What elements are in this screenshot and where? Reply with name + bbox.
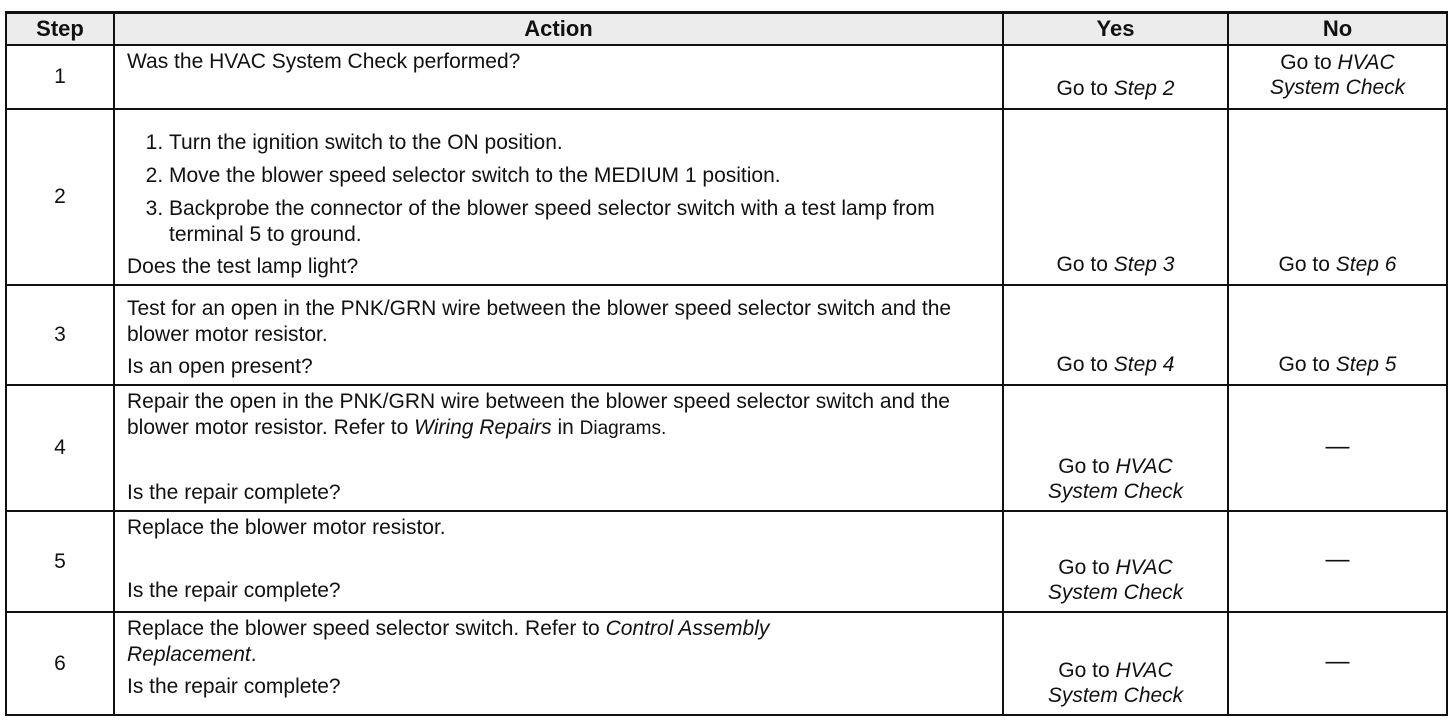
no-cell: [1228, 385, 1447, 511]
table-row-step-1: [6, 45, 1447, 109]
step-number: 3: [6, 285, 114, 385]
yes-step-link[interactable]: Step 2: [1113, 77, 1175, 100]
header-step: Step: [6, 13, 114, 46]
action-text: [127, 616, 992, 668]
yes-prefix: Go to: [1056, 253, 1114, 276]
header-no: No: [1228, 13, 1447, 46]
header-action: Action: [114, 13, 1003, 46]
control-assembly-link[interactable]: Control Assembly: [605, 617, 770, 640]
action-cell: [114, 612, 1003, 715]
table-row-step-2: [6, 109, 1447, 285]
step-number: 5: [6, 511, 114, 612]
yes-hvac-link[interactable]: HVAC: [1115, 455, 1173, 478]
diagnostic-table: [5, 11, 1448, 716]
wiring-repairs-link[interactable]: Wiring Repairs: [414, 416, 552, 439]
no-hvac-link[interactable]: HVAC: [1337, 51, 1395, 74]
no-prefix: Go to: [1278, 353, 1336, 376]
action-cell: [114, 511, 1003, 612]
no-step-link[interactable]: Step 6: [1335, 253, 1397, 276]
no-cell: [1228, 612, 1447, 715]
no-system-check-link[interactable]: System Check: [1269, 76, 1406, 99]
yes-cell: [1003, 45, 1228, 109]
no-dash: —: [1325, 546, 1350, 573]
table-row-step-3: [6, 285, 1447, 385]
action-text: Test for an open in the PNK/GRN wire between the blower speed selector switch and the blower motor resistor.: [127, 297, 952, 346]
table-header-row: [6, 13, 1447, 46]
yes-prefix: Go to: [1056, 353, 1114, 376]
question-text: Is the repair complete?: [127, 481, 341, 504]
yes-cell: [1003, 385, 1228, 511]
yes-cell: [1003, 109, 1228, 285]
no-cell: [1228, 511, 1447, 612]
no-prefix: Go to: [1278, 253, 1336, 276]
action-text-part: Repair the open in the PNK/GRN wire between the blower speed selector switch and the blower motor resistor. Refer to: [127, 390, 950, 439]
action-text-part: .: [250, 643, 257, 666]
yes-system-check-link[interactable]: System Check: [1047, 480, 1184, 503]
table-row-step-4: [6, 385, 1447, 511]
step-number: 6: [6, 612, 114, 715]
question-text: Is an open present?: [127, 355, 313, 378]
table-row-step-6: [6, 612, 1447, 715]
yes-cell: [1003, 285, 1228, 385]
action-text: [127, 389, 992, 442]
action-cell: [114, 285, 1003, 385]
yes-step-link[interactable]: Step 3: [1113, 253, 1175, 276]
substep-item: 3. Backprobe the connector of the blower speed selector switch with a test lamp from terminal 5 to ground.: [169, 196, 992, 248]
no-cell: [1228, 45, 1447, 109]
yes-hvac-link[interactable]: HVAC: [1115, 659, 1173, 682]
yes-hvac-link[interactable]: HVAC: [1115, 556, 1173, 579]
question-text: Is the repair complete?: [127, 675, 341, 698]
diagrams-text: Diagrams.: [579, 418, 667, 439]
step-number: 1: [6, 45, 114, 109]
no-dash: —: [1325, 432, 1350, 460]
substep-list: [127, 130, 992, 248]
action-text-part: in: [551, 416, 580, 439]
action-cell: [114, 45, 1003, 109]
action-cell: [114, 109, 1003, 285]
yes-step-link[interactable]: Step 4: [1113, 353, 1175, 376]
yes-cell: [1003, 612, 1228, 715]
yes-system-check-link[interactable]: System Check: [1047, 684, 1184, 707]
no-cell: [1228, 109, 1447, 285]
substep-item: 2. Move the blower speed selector switch to the MEDIUM 1 position.: [169, 163, 992, 189]
question-text: Is the repair complete?: [127, 579, 341, 602]
yes-cell: [1003, 511, 1228, 612]
no-dash: —: [1325, 648, 1350, 675]
action-text: Was the HVAC System Check performed?: [127, 50, 521, 73]
yes-system-check-link[interactable]: System Check: [1047, 581, 1184, 604]
action-text: Replace the blower motor resistor.: [127, 516, 446, 539]
no-prefix: Go to: [1280, 51, 1338, 74]
no-step-link[interactable]: Step 5: [1335, 353, 1397, 376]
table-row-step-5: [6, 511, 1447, 612]
action-text-part: Replace the blower speed selector switch. Refer to: [127, 617, 606, 640]
yes-prefix: Go to: [1058, 659, 1116, 682]
yes-prefix: Go to: [1058, 455, 1116, 478]
step-number: 2: [6, 109, 114, 285]
question-text: Does the test lamp light?: [127, 255, 359, 278]
action-cell: [114, 385, 1003, 511]
replacement-link[interactable]: Replacement: [127, 643, 251, 666]
header-yes: Yes: [1003, 13, 1228, 46]
step-number: 4: [6, 385, 114, 511]
yes-prefix: Go to: [1058, 556, 1116, 579]
yes-prefix: Go to: [1056, 77, 1114, 100]
no-cell: [1228, 285, 1447, 385]
substep-item: 1. Turn the ignition switch to the ON position.: [169, 130, 992, 156]
